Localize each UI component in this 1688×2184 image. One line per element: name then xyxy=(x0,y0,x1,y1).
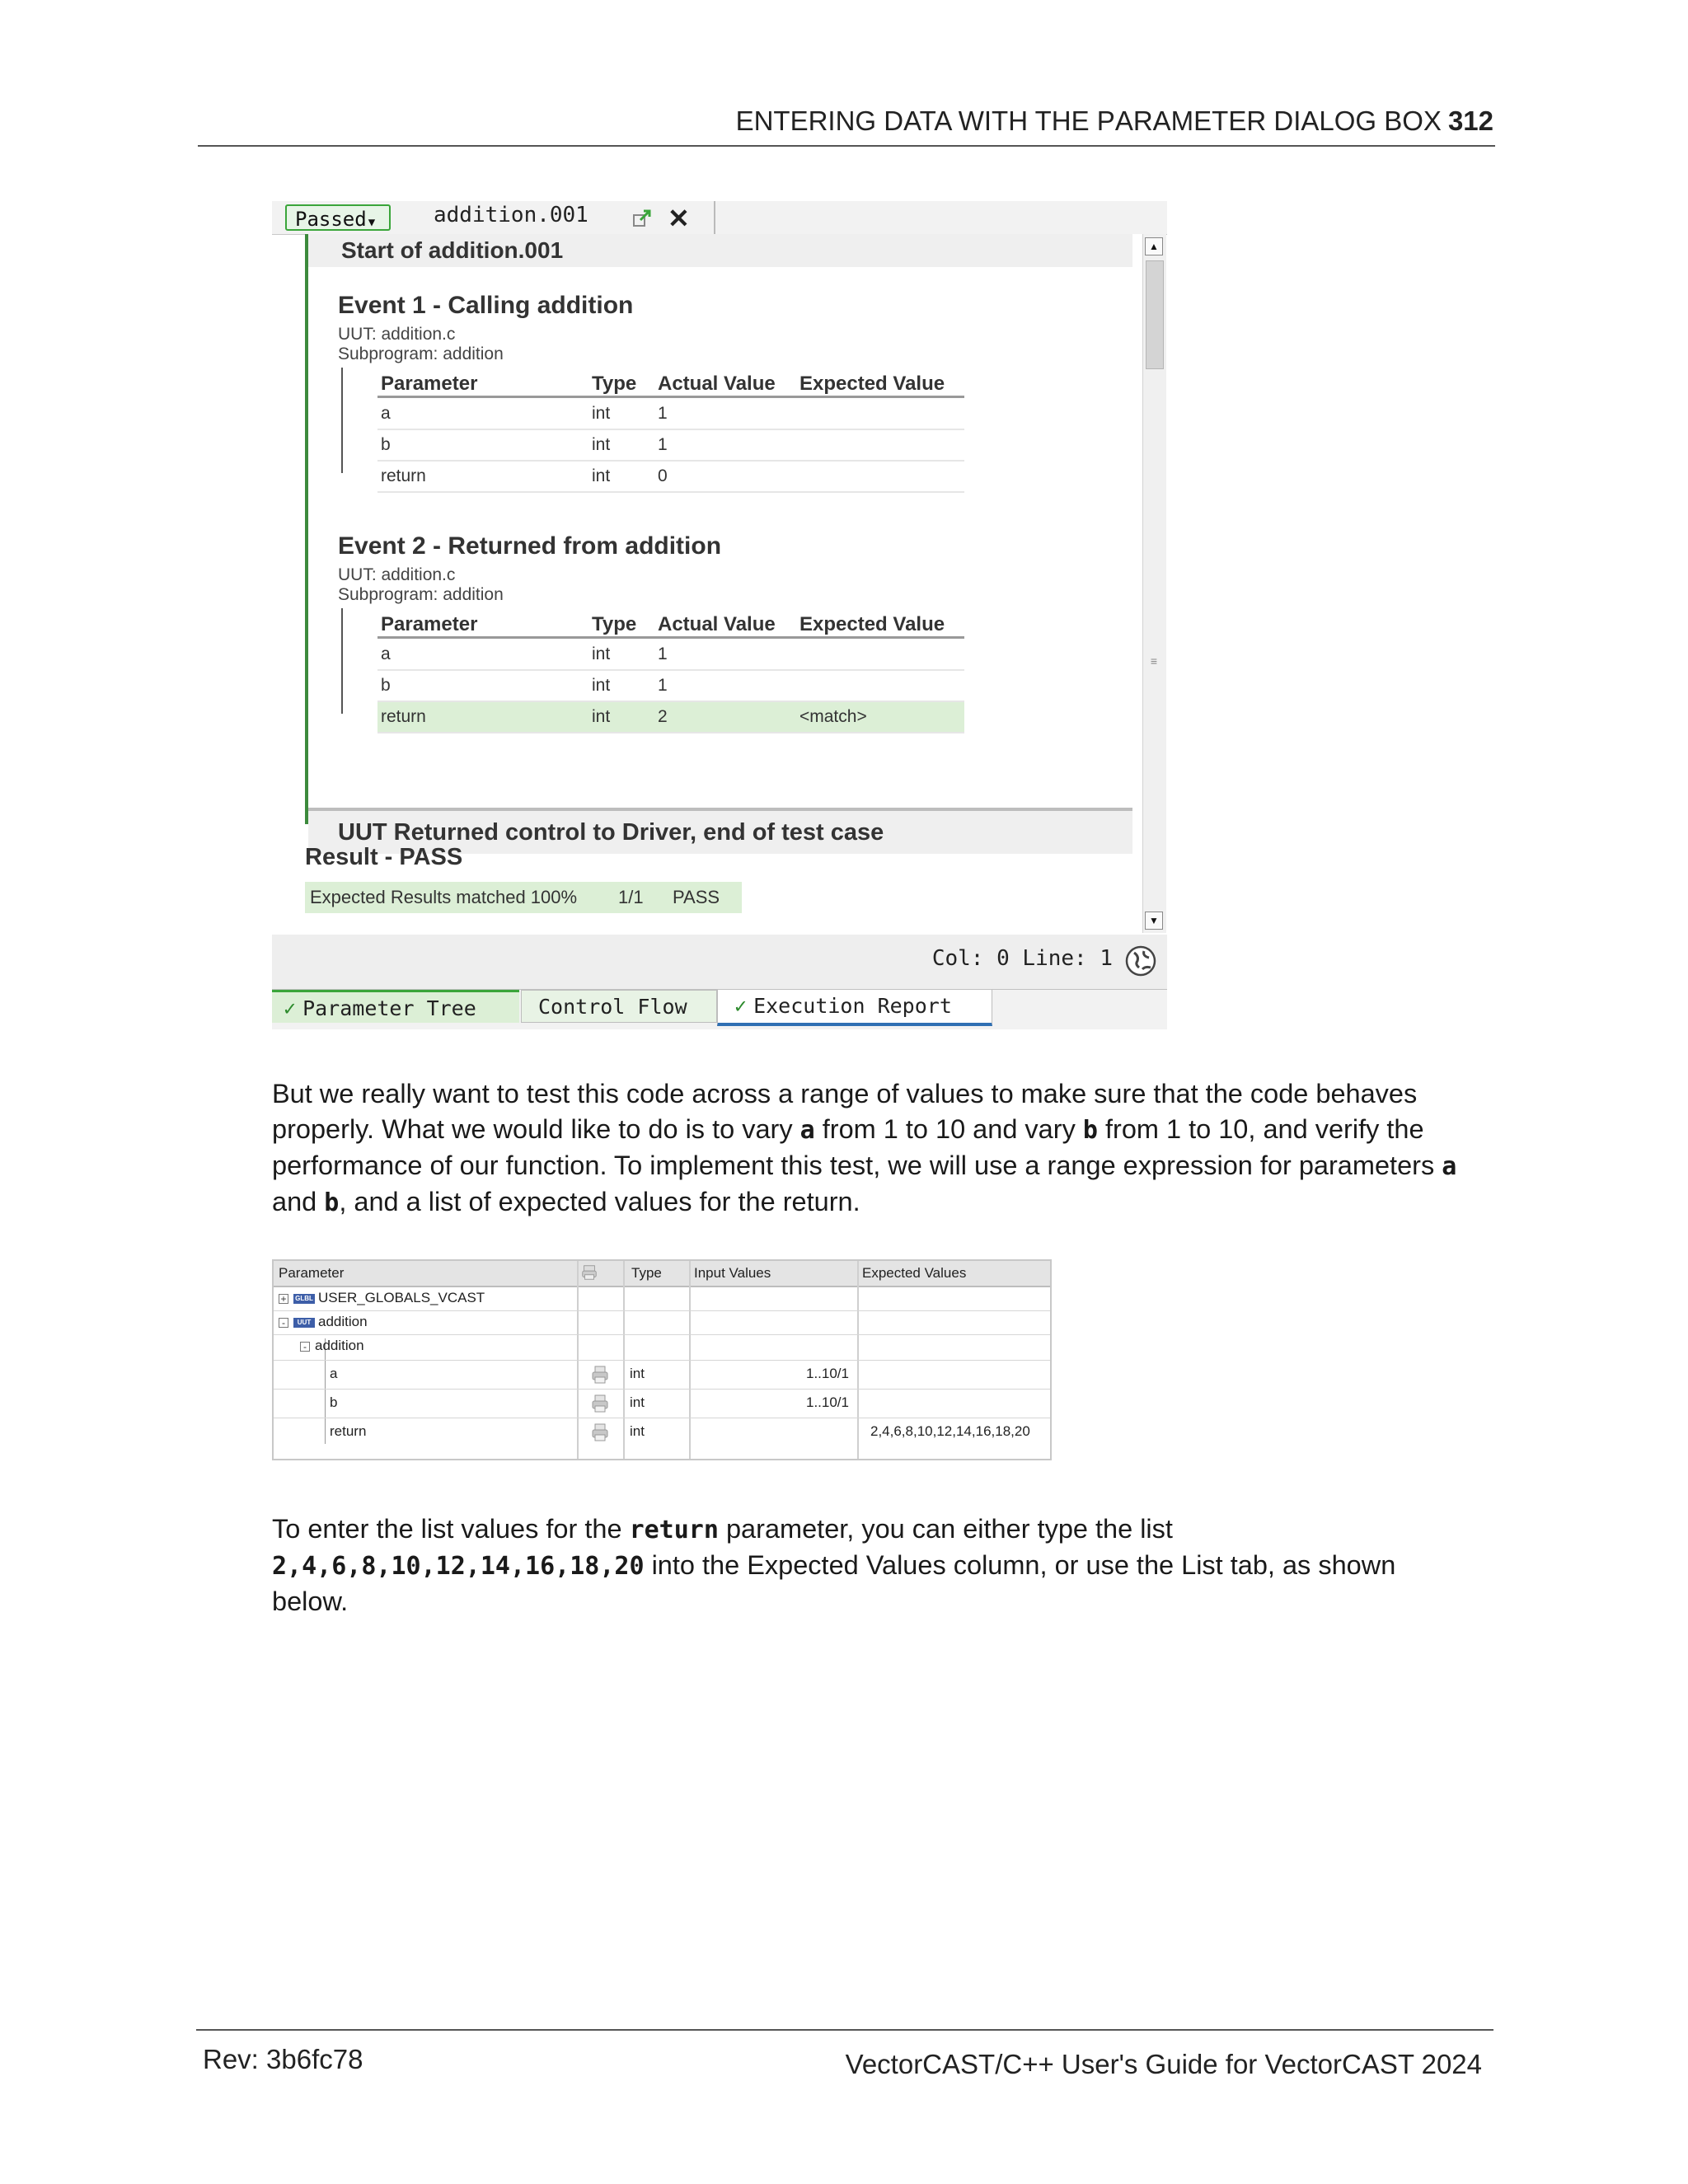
param-cell: a xyxy=(381,644,391,663)
result-label: Expected Results matched 100% xyxy=(310,887,578,907)
actual-cell: 0 xyxy=(658,466,668,485)
tree-row-param-a[interactable] xyxy=(274,1361,1052,1390)
tab-control-flow[interactable]: Control Flow xyxy=(521,990,717,1023)
end-title: UUT Returned control to Driver, end of test case xyxy=(338,819,884,846)
tab-divider xyxy=(714,201,715,234)
param-cell: b xyxy=(381,435,391,454)
expected-value-cell[interactable]: 2,4,6,8,10,12,14,16,18,20 xyxy=(870,1423,1030,1439)
type-cell: int xyxy=(630,1394,645,1410)
type-cell: int xyxy=(592,707,611,726)
section-title-word: BOX xyxy=(1384,105,1442,136)
section-title-word: DIALOG xyxy=(1273,105,1385,136)
input-value-cell[interactable]: 1..10/1 xyxy=(806,1394,849,1410)
column-header: Actual Value xyxy=(658,373,776,395)
open-external-icon[interactable] xyxy=(631,208,653,229)
event-2-subprogram: Subprogram: addition xyxy=(338,585,504,604)
test-case-tab-title[interactable]: addition.001 xyxy=(434,203,588,227)
parameter-tree-header xyxy=(274,1261,1052,1287)
event-1-uut: UUT: addition.c xyxy=(338,325,456,344)
type-cell: int xyxy=(630,1423,645,1439)
passed-status-dropdown[interactable]: Passed ▼ xyxy=(285,204,391,231)
close-icon[interactable]: ✕ xyxy=(668,204,690,233)
scroll-down-arrow-icon[interactable]: ▼ xyxy=(1145,912,1163,930)
collapse-minus-icon[interactable]: - xyxy=(300,1342,310,1352)
check-icon: ✓ xyxy=(734,994,748,1018)
param-cell: return xyxy=(381,707,426,726)
printer-icon[interactable] xyxy=(590,1422,610,1442)
type-cell: int xyxy=(592,676,611,695)
column-header: Type xyxy=(592,613,637,635)
collapse-minus-icon[interactable]: - xyxy=(279,1318,288,1328)
matched-table-row xyxy=(377,702,964,733)
printer-icon[interactable] xyxy=(590,1365,610,1385)
paragraph-range-intro: But we really want to test this code across a range of values to make sure that the code behaves properly. What we would like to do is to vary a from 1 to 10 and vary b from 1 to 10, and verify the performance of our function. To implement this test, we will use a range expression for parameters a and b, and a list of expected values for the return. xyxy=(272,1079,1457,1217)
tree-row-addition-unit[interactable] xyxy=(274,1311,1052,1335)
uut-tag-icon: UUT xyxy=(293,1318,315,1328)
table-header xyxy=(377,368,964,398)
tree-label: USER_GLOBALS_VCAST xyxy=(318,1290,485,1305)
event-2-uut: UUT: addition.c xyxy=(338,565,456,584)
tree-label: return xyxy=(330,1423,367,1439)
tree-label: a xyxy=(330,1366,338,1381)
section-title-word: PARAMETER xyxy=(1096,105,1274,136)
actual-cell: 1 xyxy=(658,676,668,695)
param-cell: a xyxy=(381,404,391,423)
event-2-table xyxy=(341,608,954,726)
param-cell: b xyxy=(381,676,391,695)
result-summary xyxy=(305,882,742,913)
type-cell: int xyxy=(592,404,611,423)
chevron-down-icon: ▼ xyxy=(368,216,376,229)
event-1-meta xyxy=(338,325,504,364)
type-cell: int xyxy=(592,435,611,454)
printer-icon xyxy=(580,1263,598,1282)
report-content xyxy=(305,234,1142,854)
check-icon: ✓ xyxy=(284,996,297,1020)
column-header: Parameter xyxy=(279,1265,345,1281)
event-1-title: Event 1 - Calling addition xyxy=(338,292,634,319)
column-header: Input Values xyxy=(694,1265,771,1281)
result-title: Result - PASS xyxy=(305,844,463,870)
type-cell: int xyxy=(592,466,611,485)
start-title: Start of addition.001 xyxy=(341,237,564,263)
param-cell: return xyxy=(381,466,426,485)
bottom-tab-bar xyxy=(272,989,1167,1029)
column-header: Type xyxy=(631,1265,662,1281)
column-header: Expected Value xyxy=(799,613,945,635)
expected-cell: <match> xyxy=(799,707,867,726)
column-header: Parameter xyxy=(381,613,478,635)
editor-tab-bar xyxy=(272,201,1167,235)
paragraph-list-instructions: To enter the list values for the return parameter, you can either type the list 2,4,6,8,10,12,14,16,18,20 into the Expected Values column, or use the List tab, as shown below. xyxy=(272,1514,1396,1616)
table-row xyxy=(377,462,964,493)
grip-icon: ≡ xyxy=(1150,654,1158,668)
result-ratio: 1/1 xyxy=(618,887,644,907)
type-cell: int xyxy=(592,644,611,663)
event-1-table xyxy=(341,368,954,485)
table-row xyxy=(377,399,964,430)
tab-execution-report[interactable]: ✓ Execution Report xyxy=(717,990,992,1026)
tree-label: b xyxy=(330,1394,338,1410)
column-header: Actual Value xyxy=(658,613,776,635)
table-row xyxy=(377,430,964,462)
tree-row-addition-subprogram[interactable] xyxy=(274,1335,1052,1361)
execution-report-window xyxy=(272,201,1167,1029)
guide-title: VectorCAST/C++ User's Guide for VectorCAST 2024 xyxy=(845,2049,1482,2079)
actual-cell: 1 xyxy=(658,644,668,663)
global-tag-icon: GLBL xyxy=(293,1294,315,1304)
table-row xyxy=(377,640,964,671)
page-header xyxy=(198,104,1495,147)
result-status: PASS xyxy=(673,887,720,907)
page-number: 312 xyxy=(1447,105,1493,136)
vertical-scrollbar[interactable] xyxy=(1142,234,1166,933)
section-title-word: ENTERING xyxy=(735,105,884,136)
table-row xyxy=(377,671,964,702)
section-title-word: DATA WITH THE xyxy=(884,105,1097,136)
tree-row-param-return[interactable] xyxy=(274,1418,1052,1446)
printer-icon[interactable] xyxy=(590,1394,610,1413)
table-header xyxy=(377,608,964,639)
input-value-cell[interactable]: 1..10/1 xyxy=(806,1366,849,1381)
tree-label: addition xyxy=(315,1338,364,1353)
cursor-position: Col: 0 Line: 1 xyxy=(931,946,1113,971)
actual-cell: 1 xyxy=(658,435,668,454)
column-header: Parameter xyxy=(381,373,478,395)
editor-status-bar xyxy=(272,935,1167,989)
scroll-up-arrow-icon[interactable]: ▲ xyxy=(1145,237,1163,255)
expand-plus-icon[interactable]: + xyxy=(279,1294,288,1304)
type-cell: int xyxy=(630,1366,645,1381)
event-2-title: Event 2 - Returned from addition xyxy=(338,532,722,560)
globe-icon[interactable] xyxy=(1124,944,1157,977)
event-2-meta xyxy=(338,565,504,605)
footer-rule xyxy=(196,2029,1493,2031)
column-header: Expected Value xyxy=(799,373,945,395)
scroll-thumb[interactable] xyxy=(1146,260,1164,369)
start-band xyxy=(308,234,1132,267)
pass-indicator-bar xyxy=(305,234,308,824)
event-1-subprogram: Subprogram: addition xyxy=(338,344,504,363)
tab-parameter-tree[interactable]: ✓ Parameter Tree xyxy=(272,990,519,1023)
column-header: Expected Values xyxy=(862,1265,967,1281)
actual-cell: 1 xyxy=(658,404,668,423)
column-header: Type xyxy=(592,373,637,395)
tree-label: addition xyxy=(318,1314,368,1329)
tree-row-user-globals[interactable] xyxy=(274,1287,1052,1311)
tree-row-param-b[interactable] xyxy=(274,1390,1052,1418)
revision-label: Rev: 3b6fc78 xyxy=(203,2044,363,2074)
actual-cell: 2 xyxy=(658,707,668,726)
parameter-tree-window xyxy=(272,1259,1052,1460)
section-title xyxy=(736,105,1493,137)
